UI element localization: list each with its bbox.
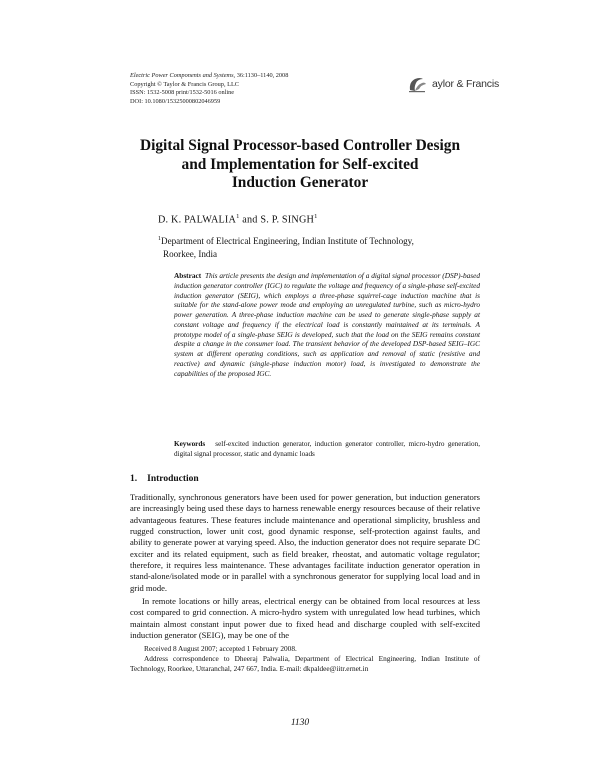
title-line: Digital Signal Processor-based Controller Design: [139, 137, 461, 154]
section-heading: [130, 474, 199, 484]
page-number: 1130: [290, 718, 310, 728]
paragraph: In remote locations or hilly areas, electrical energy can be obtained from local resources at less cost compared to grid connection. A micro-hydro system with unregulated low head turbines, which maintain almost constant input power due to fixed head and discharge coupled with self-excited induction generator (SEIG), may be one of the: [130, 596, 480, 641]
keywords-text: self-excited induction generator, induction generator controller, micro-hydro generation, digital signal processor, static and dynamic loads: [174, 440, 481, 458]
author-name: D. K. PALWALIA: [158, 214, 237, 226]
journal-citation: [130, 72, 410, 81]
abstract: [174, 271, 480, 378]
correspondence-address: Address correspondence to Dheeraj Palwalia, Department of Electrical Engineering, Indian Institute of Technology, Roorkee, Uttaranchal, 247 667, India. E-mail: dkpaldee@iitr.ernet.in: [130, 654, 480, 674]
journal-name: Electric Power Components and Systems: [130, 72, 234, 79]
doi-line: DOI: 10.1080/15325000802046959: [130, 97, 221, 105]
abstract-label: Abstract: [174, 271, 202, 280]
author-name: S. P. SINGH: [260, 214, 315, 226]
affiliation: [158, 233, 478, 260]
author-list: [158, 213, 318, 225]
abstract-text: This article presents the design and implementation of a digital signal processor (DSP)-based induction generator controller (IGC) to regulate the voltage and frequency of a single-phase self-excited induction generator (SEIG), which employs a three-phase squirrel-cage induction machine that is suitable for the stand-alone power mode and employing an unregulated turbine, such as micro-hydro power generation. A three-phase induction machine can be used to generate single-phase supply at constant voltage and frequency if the electrical load is constantly maintained at its terminals. A prototype model of a single-phase SEIG is developed, such that the load on the SEIG remains constant despite a change in the consumer load. The transient behavior of the developed DSP-based SEIG–IGC system at different operating conditions, such as application and removal of static (resistive and reactive) and dynamic (single-phase induction motor) load, is investigated to demonstrate the capabilities of the proposed IGC.: [174, 271, 480, 378]
issn-line: ISSN: 1532-5008 print/1532-5016 online: [130, 89, 235, 97]
affiliation-marker: 1: [158, 236, 161, 242]
publisher-logo-icon: [406, 74, 428, 94]
publisher-logo-text: aylor & Francis: [432, 78, 500, 90]
publisher-logo: [406, 74, 499, 94]
section-number: 1.: [130, 474, 138, 484]
affiliation-marker: 1: [314, 213, 318, 220]
title-line: and Implementation for Self-excited: [181, 155, 419, 173]
affiliation-marker: 1: [236, 213, 240, 220]
paragraph: Traditionally, synchronous generators have been used for power generation, but induction generators are increasingly being used these days to harness renewable energy resources because of their relative advantageous features. These features include maintenance and operational simplicity, brushless and rugged construction, lower unit cost, good dynamic response, self-protection against faults, and ability to generate power at varying speed. Also, the induction generator does not require separate DC exciter and its related equipment, such as field breaker, rheostat, and automatic voltage regulator; therefore, it requires less maintenance. These advantages facilitate induction generator operation in stand-alone/isolated mode or in parallel with a synchronous generator for supplying local load and in grid mode.: [130, 492, 480, 593]
received-dates: Received 8 August 2007; accepted 1 February 2008.: [144, 644, 297, 653]
article-title: [120, 137, 480, 193]
keywords: [174, 439, 480, 459]
footnote: [130, 644, 480, 675]
keywords-label: Keywords: [174, 440, 206, 448]
body-text: [130, 492, 480, 641]
affiliation-line: Department of Electrical Engineering, Indian Institute of Technology,: [161, 236, 414, 247]
journal-volume: , 36:1130–1140, 2008: [233, 72, 289, 79]
section-title: Introduction: [147, 474, 199, 484]
copyright-line: Copyright © Taylor & Francis Group, LLC: [130, 80, 239, 88]
author-conjunction: and: [239, 214, 261, 226]
affiliation-line: Roorkee, India: [163, 248, 218, 259]
title-line: Induction Generator: [231, 174, 369, 191]
journal-header: [130, 72, 410, 106]
